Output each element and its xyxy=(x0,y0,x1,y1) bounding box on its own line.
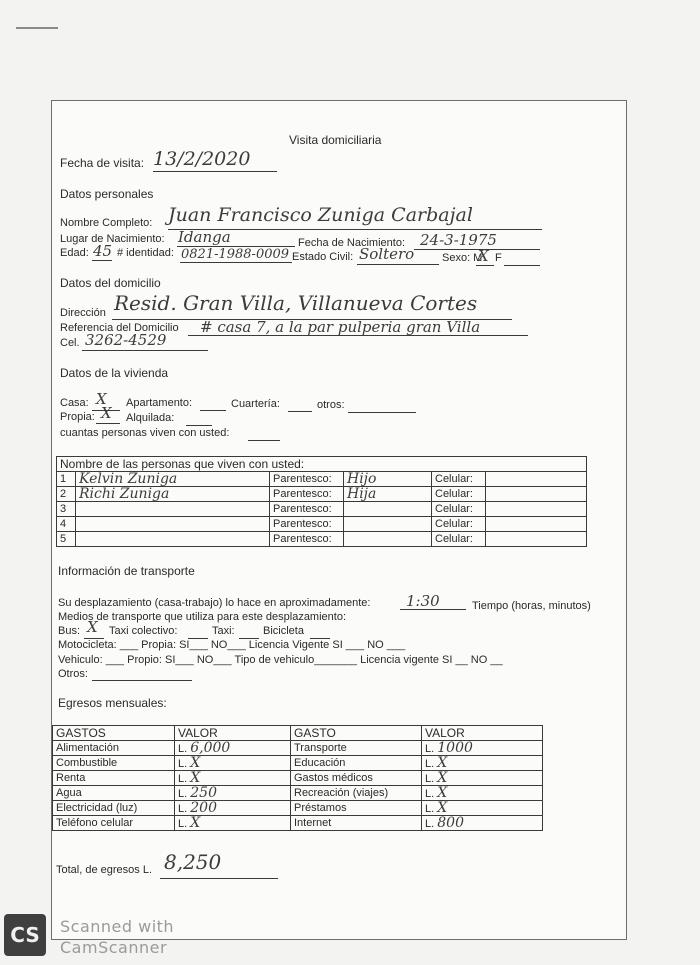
celular-value xyxy=(486,502,587,517)
valor-cell xyxy=(175,741,291,756)
medios-label: Medios de transporte que utiliza para este desplazamiento: xyxy=(58,611,347,623)
valor-value: X xyxy=(190,755,201,771)
datos-personales-heading: Datos personales xyxy=(60,187,154,201)
table-row xyxy=(53,801,543,816)
egresos-heading: Egresos mensuales: xyxy=(58,696,167,710)
valor-cell xyxy=(175,771,291,786)
tiempo-label: Tiempo (horas, minutos) xyxy=(472,600,591,612)
gastos-header: GASTOS xyxy=(53,726,175,741)
valor-value: X xyxy=(437,800,448,816)
identidad-label: # identidad: xyxy=(117,247,174,259)
valor-cell xyxy=(422,816,543,831)
gasto-label: Teléfono celular xyxy=(53,816,175,831)
otros-vivienda-label: otros: xyxy=(317,399,345,411)
parentesco-label: Parentesco: xyxy=(270,532,344,547)
scan-edge-mark xyxy=(16,27,58,29)
currency-label: L. xyxy=(178,817,188,830)
valor-header: VALOR xyxy=(422,726,543,741)
edad-label: Edad: xyxy=(60,247,89,259)
celular-value xyxy=(486,472,587,487)
form-title: Visita domiciliaria xyxy=(289,133,382,147)
parentesco-value: Hija xyxy=(344,487,432,502)
propia-label: Propia: xyxy=(60,411,95,423)
valor-value: 200 xyxy=(190,800,217,816)
referencia-label: Referencia del Domicilio xyxy=(60,322,179,334)
watermark-line2: CamScanner xyxy=(60,938,168,957)
parentesco-label: Parentesco: xyxy=(270,502,344,517)
valor-value: X xyxy=(437,755,448,771)
fecha-visita-label: Fecha de visita: xyxy=(60,156,145,170)
camscanner-logo xyxy=(4,914,46,956)
cel-value: 3262-4529 xyxy=(85,331,167,349)
fecha-nacimiento-label: Fecha de Nacimiento: xyxy=(298,237,405,249)
parentesco-label: Parentesco: xyxy=(270,472,344,487)
nombre-label: Nombre Completo: xyxy=(60,217,153,229)
bicicleta-label: Bicicleta xyxy=(263,625,304,637)
celular-value xyxy=(486,517,587,532)
casa-mark: X xyxy=(96,390,107,408)
desplazamiento-label: Su desplazamiento (casa-trabajo) lo hace en aproximadamente: xyxy=(58,597,371,609)
taxi-label: Taxi: xyxy=(212,625,235,637)
cuarteria-label: Cuartería: xyxy=(231,398,280,410)
watermark-line1: Scanned with xyxy=(60,917,175,936)
lugar-nacimiento-value: Idanga xyxy=(178,228,231,246)
edad-value: 45 xyxy=(93,242,113,260)
table-row xyxy=(53,786,543,801)
valor-header: VALOR xyxy=(175,726,291,741)
bus-mark: X xyxy=(87,618,98,636)
celular-label: Celular: xyxy=(432,472,486,487)
form-page xyxy=(51,100,627,940)
celular-value xyxy=(486,487,587,502)
valor-cell xyxy=(175,801,291,816)
gasto-label: Préstamos xyxy=(291,801,422,816)
gasto-label: Internet xyxy=(291,816,422,831)
gasto-label: Combustible xyxy=(53,756,175,771)
person-name xyxy=(76,517,270,532)
valor-cell xyxy=(175,786,291,801)
currency-label: L. xyxy=(425,817,435,830)
currency-label: L. xyxy=(178,742,188,755)
row-number: 3 xyxy=(57,502,76,517)
row-number: 1 xyxy=(57,472,76,487)
celular-label: Celular: xyxy=(432,502,486,517)
valor-value: X xyxy=(437,770,448,786)
gasto-label: Renta xyxy=(53,771,175,786)
row-number: 2 xyxy=(57,487,76,502)
referencia-value: # casa 7, a la par pulperia gran Villa xyxy=(200,318,481,336)
camscanner-badge-text: CS xyxy=(10,923,40,947)
person-name: Kelvin Zuniga xyxy=(76,472,270,487)
currency-label: L. xyxy=(178,757,188,770)
apartamento-label: Apartamento: xyxy=(126,397,193,409)
vivienda-heading: Datos de la vivienda xyxy=(60,366,169,380)
row-number: 5 xyxy=(57,532,76,547)
table-row xyxy=(57,472,587,487)
parentesco-value xyxy=(344,502,432,517)
celular-label: Celular: xyxy=(432,532,486,547)
person-name xyxy=(76,532,270,547)
gasto-label: Recreación (viajes) xyxy=(291,786,422,801)
currency-label: L. xyxy=(178,772,188,785)
valor-cell xyxy=(422,741,543,756)
gasto-label: Agua xyxy=(53,786,175,801)
parentesco-label: Parentesco: xyxy=(270,487,344,502)
gasto-label: Transporte xyxy=(291,741,422,756)
valor-cell xyxy=(175,756,291,771)
identidad-value: 0821-1988-0009 xyxy=(181,247,290,262)
valor-value: 6,000 xyxy=(190,740,231,756)
currency-label: L. xyxy=(425,742,435,755)
currency-label: L. xyxy=(425,757,435,770)
propia-mark: X xyxy=(101,404,112,422)
valor-value: X xyxy=(437,785,448,801)
valor-cell xyxy=(175,816,291,831)
table-row xyxy=(57,487,587,502)
egresos-table xyxy=(52,725,543,831)
direccion-value: Resid. Gran Villa, Villanueva Cortes xyxy=(114,291,478,315)
sexo-mark: X xyxy=(478,247,489,265)
table-row xyxy=(53,741,543,756)
currency-label: L. xyxy=(425,787,435,800)
total-egresos-label: Total, de egresos L. xyxy=(56,864,153,876)
personas-table-header: Nombre de las personas que viven con usted: xyxy=(57,457,587,472)
celular-value xyxy=(486,532,587,547)
tiempo-value: 1:30 xyxy=(406,592,440,610)
fecha-visita-value: 13/2/2020 xyxy=(153,148,251,170)
gasto-header: GASTO xyxy=(291,726,422,741)
direccion-label: Dirección xyxy=(60,307,106,319)
person-name: Richi Zuniga xyxy=(76,487,270,502)
currency-label: L. xyxy=(178,802,188,815)
person-name xyxy=(76,502,270,517)
table-row xyxy=(53,756,543,771)
egresos-header-row xyxy=(53,726,543,741)
row-number: 4 xyxy=(57,517,76,532)
currency-label: L. xyxy=(178,787,188,800)
currency-label: L. xyxy=(425,802,435,815)
alquilada-label: Alquilada: xyxy=(126,412,175,424)
domicilio-heading: Datos del domicilio xyxy=(60,276,161,290)
currency-label: L. xyxy=(425,772,435,785)
fecha-nacimiento-value: 24-3-1975 xyxy=(420,231,497,249)
gasto-label: Educación xyxy=(291,756,422,771)
valor-cell xyxy=(422,771,543,786)
vehiculo-line: Vehiculo: ___ Propio: SI___ NO___ Tipo de vehiculo_______ Licencia vigente SI __ NO __ xyxy=(58,654,503,666)
nombre-value: Juan Francisco Zuniga Carbajal xyxy=(168,204,473,226)
parentesco-value xyxy=(344,517,432,532)
gasto-label: Gastos médicos xyxy=(291,771,422,786)
casa-label: Casa: xyxy=(60,397,89,409)
total-egresos-value: 8,250 xyxy=(164,850,222,874)
estado-civil-label: Estado Civil: xyxy=(292,251,354,263)
taxi-colectivo-label: Taxi colectivo: xyxy=(109,625,178,637)
table-row xyxy=(57,532,587,547)
parentesco-value: Hijo xyxy=(344,472,432,487)
lugar-nacimiento-label: Lugar de Nacimiento: xyxy=(60,233,165,245)
estado-civil-value: Soltero xyxy=(359,245,415,263)
table-row xyxy=(57,517,587,532)
cuantas-personas-label: cuantas personas viven con usted: xyxy=(60,427,230,439)
motocicleta-line: Motocicleta: ___ Propia: SI___ NO___ Licencia Vigente SI ___ NO ___ xyxy=(58,639,406,651)
celular-label: Celular: xyxy=(432,487,486,502)
valor-cell xyxy=(422,756,543,771)
table-row xyxy=(53,771,543,786)
celular-label: Celular: xyxy=(432,517,486,532)
table-row xyxy=(53,816,543,831)
cel-label: Cel. xyxy=(60,337,80,349)
gasto-label: Electricidad (luz) xyxy=(53,801,175,816)
transporte-heading: Información de transporte xyxy=(58,564,195,578)
valor-value: X xyxy=(190,815,201,831)
parentesco-label: Parentesco: xyxy=(270,517,344,532)
valor-value: 800 xyxy=(437,815,464,831)
valor-value: 1000 xyxy=(437,740,473,756)
table-row xyxy=(57,502,587,517)
otros-transporte-label: Otros: xyxy=(58,668,88,680)
bus-label: Bus: xyxy=(58,625,81,637)
valor-cell xyxy=(422,801,543,816)
sexo-f-label: F xyxy=(495,252,502,264)
valor-cell xyxy=(422,786,543,801)
sexo-label: Sexo: M xyxy=(442,252,483,264)
personas-table xyxy=(56,456,587,547)
gasto-label: Alimentación xyxy=(53,741,175,756)
valor-value: 250 xyxy=(190,785,217,801)
parentesco-value xyxy=(344,532,432,547)
valor-value: X xyxy=(190,770,201,786)
